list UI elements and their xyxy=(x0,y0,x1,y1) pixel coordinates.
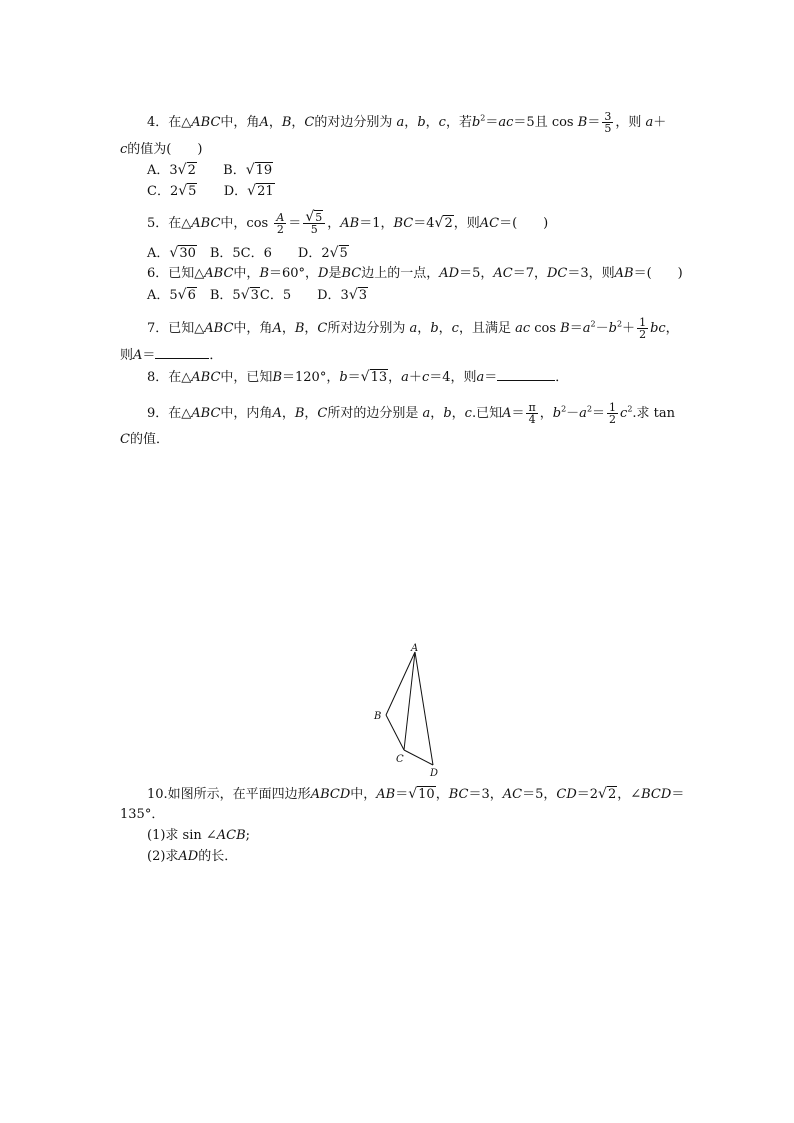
sqrt-symbol: √30 xyxy=(169,245,196,261)
q4-line1: 4．在△ABC中，角A，B，C的对边分别为 a，b，c，若$b^2=ac=5$且 cos B＝ $\frac{3}{5}$ ，则 a＋ xyxy=(147,110,667,135)
sqrt-symbol: √2 xyxy=(598,786,617,802)
quadrilateral-figure xyxy=(366,640,466,780)
segment-AD xyxy=(415,652,433,765)
sqrt-symbol: √10 xyxy=(408,786,435,802)
q4-line2: c的值为( ) xyxy=(120,142,203,157)
sqrt-symbol: √5 xyxy=(178,183,197,199)
q4-options-1: A．3√2 B．√19 xyxy=(147,162,273,178)
sqrt-symbol: √6 xyxy=(177,287,196,303)
q7-line2: 则A＝ ． xyxy=(120,348,223,363)
q10-line1: 10.如图所示，在平面四边形ABCD中，AB＝√10，BC＝3，AC＝5，CD＝2√2，∠BCD＝ xyxy=(147,786,685,802)
q5-options: A．√30 B．5C．6 D．2√5 xyxy=(147,245,348,261)
q9-fraction: $\frac{\pi}{4}$ xyxy=(528,401,536,426)
vertex-label-B: B xyxy=(374,711,382,722)
sqrt-symbol: √2 xyxy=(177,162,196,178)
segment-AB xyxy=(386,652,415,715)
vertex-label-D: D xyxy=(430,768,439,779)
q5-fraction-2: $\frac{√5}{5}$ xyxy=(303,212,325,235)
segment-BC xyxy=(386,715,404,750)
sqrt-symbol: √5 xyxy=(329,245,348,261)
q6-options: A．5√6 B．5√3C．5 D．3√3 xyxy=(147,287,368,303)
q10-part1: (1)求 sin ∠ACB; xyxy=(147,828,251,843)
sqrt-symbol: √13 xyxy=(360,369,388,385)
sqrt-symbol: √3 xyxy=(240,287,259,303)
q4-fraction: $\frac{3}{5}$ xyxy=(604,110,612,135)
q7-line1: 7．已知△ABC中，角A，B，C所对边分别为 a，b，c，且满足 ac $\cos B=a^2-b^2+$ $\frac{1}{2}$ bc， xyxy=(147,316,679,341)
sqrt-symbol: √19 xyxy=(245,162,273,178)
q9-line1: 9．在△ABC中，内角A，B，C所对的边分别是 a，b，c.已知A＝ $\frac{\pi}{4}$ ，$b^2-a^2=$ $\frac{1}{2}$ $c^2$.求 tan xyxy=(147,401,676,426)
sqrt-symbol: √3 xyxy=(348,287,368,303)
answer-blank[interactable] xyxy=(497,370,555,381)
q4-options-2: C．2√5 D．√21 xyxy=(147,183,274,199)
q6-line1: 6．已知△ABC中，B＝60°，D是BC边上的一点，AD＝5，AC＝7，DC＝3，则AB＝( ) xyxy=(147,266,683,281)
q9-fraction-2: $\frac{1}{2}$ xyxy=(609,401,617,426)
q7-fraction: $\frac{1}{2}$ xyxy=(639,316,647,341)
q5-fraction: $\frac{A}{2}$ xyxy=(276,211,285,236)
vertex-label-A: A xyxy=(411,643,419,654)
q10-part2: (2)求AD的长． xyxy=(147,849,238,864)
q10-line2: 135°． xyxy=(120,807,165,822)
q5-line1: 5．在△ABC中，cos $\frac{A}{2}$ ＝ $\frac{√5}{5}$ ，AB＝1，BC＝4√2，则AC＝( ) xyxy=(147,209,549,236)
q9-line2: C的值． xyxy=(120,432,169,447)
sqrt-symbol: √2 xyxy=(434,215,453,231)
segment-CD xyxy=(404,750,433,765)
segment-AC xyxy=(404,652,415,750)
q8-line1: 8．在△ABC中，已知B＝120°，b＝√13，a＋c＝4，则a＝ ． xyxy=(147,369,569,385)
vertex-label-C: C xyxy=(396,754,404,765)
answer-blank[interactable] xyxy=(155,348,209,359)
sqrt-symbol: √21 xyxy=(247,183,274,199)
